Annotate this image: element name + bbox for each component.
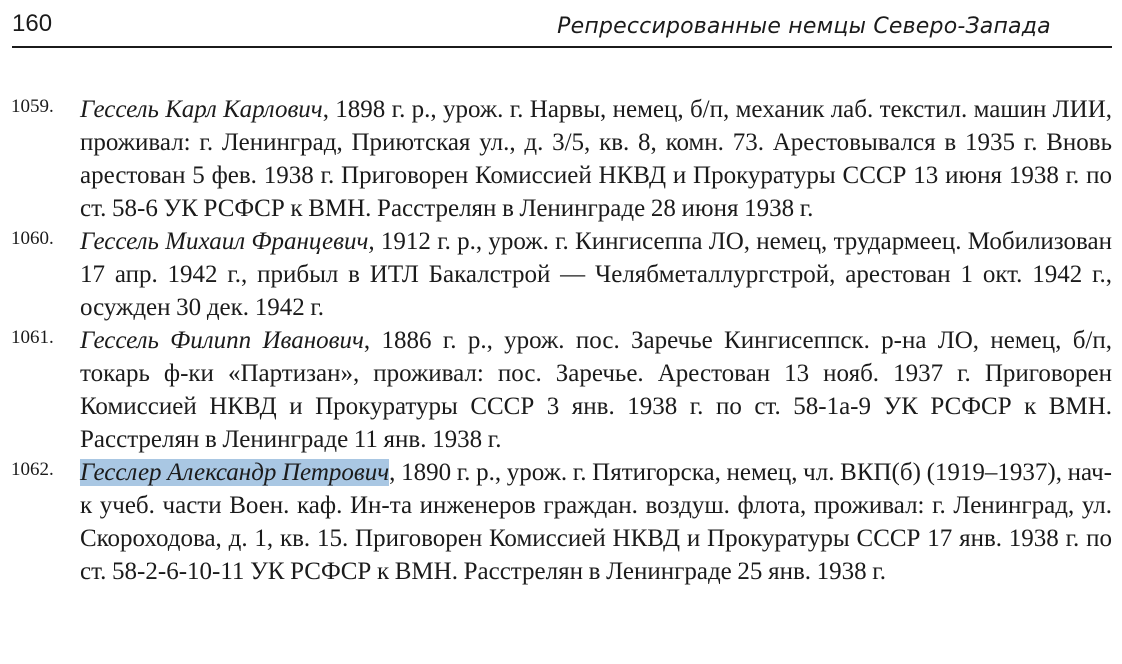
person-name[interactable]: Гессель Филипп Иванович <box>80 327 364 354</box>
entry-number: 1060. <box>11 228 54 249</box>
entry-1062 <box>0 456 1122 588</box>
entry-number: 1059. <box>11 96 54 117</box>
entry-1061 <box>0 324 1122 456</box>
entry-number: 1061. <box>11 327 54 348</box>
entry-details[interactable]: , 1886 г. р., урож. пос. Заречье Кингисеппск. р-на ЛО, немец, б/п, токарь ф-ки «Партизан», проживал: пос. Заречье. Арестован 13 нояб. 1937 г. Приговорен Комиссией НКВД и Прокуратуры СССР 3 янв. 1938 г. по ст. 58-1а-9 УК РСФСР к ВМН. Расстрелян в Ленинграде 11 янв. 1938 г. <box>80 327 1112 453</box>
entry-list <box>0 93 1122 588</box>
entry-details[interactable]: , 1890 г. р., урож. г. Пятигорска, немец, чл. ВКП(б) (1919–1937), нач-к учеб. части Воен. каф. Ин-та инженеров граждан. воздуш. флота, проживал: г. Ленинград, ул. Скороходова, д. 1, кв. 15. Приговорен Комиссией НКВД и Прокуратуры СССР 17 янв. 1938 г. по ст. 58-2-6-10-11 УК РСФСР к ВМН. Расстрелян в Ленинграде 25 янв. 1938 г. <box>80 459 1113 585</box>
entry-text <box>80 225 1112 324</box>
entry-text <box>80 93 1112 225</box>
entry-1059 <box>0 93 1122 225</box>
person-name[interactable]: Гессель Карл Карлович <box>80 96 323 123</box>
person-name[interactable]: Гессель Михаил Францевич, <box>80 228 375 255</box>
page-header <box>12 8 1112 48</box>
entry-details[interactable]: , 1898 г. р., урож. г. Нарвы, немец, б/п, механик лаб. текстил. машин ЛИИ, проживал: г. Ленинград, Приютская ул., д. 3/5, кв. 8, комн. 73. Арестовывался в 1935 г. Вновь арестован 5 фев. 1938 г. Приговорен Комиссией НКВД и Прокуратуры СССР 13 июня 1938 г. по ст. 58-6 УК РСФСР к ВМН. Расстрелян в Ленинграде 28 июня 1938 г. <box>80 96 1112 222</box>
entry-details[interactable]: 1912 г. р., урож. г. Кингисеппа ЛО, немец, трудармеец. Мобилизован 17 апр. 1942 г., прибыл в ИТЛ Бакалстрой — Челябметаллургстрой, арестован 1 окт. 1942 г., осужден 30 дек. 1942 г. <box>80 228 1112 321</box>
selected-person-name[interactable]: Гесслер Александр Петрович <box>80 459 390 486</box>
entry-text <box>80 456 1112 588</box>
page-number: 160 <box>12 10 53 37</box>
running-title: Репрессированные немцы Северо-Запада <box>557 14 1051 39</box>
entry-number: 1062. <box>11 459 54 480</box>
entry-text <box>80 324 1112 456</box>
entry-1060 <box>0 225 1122 324</box>
